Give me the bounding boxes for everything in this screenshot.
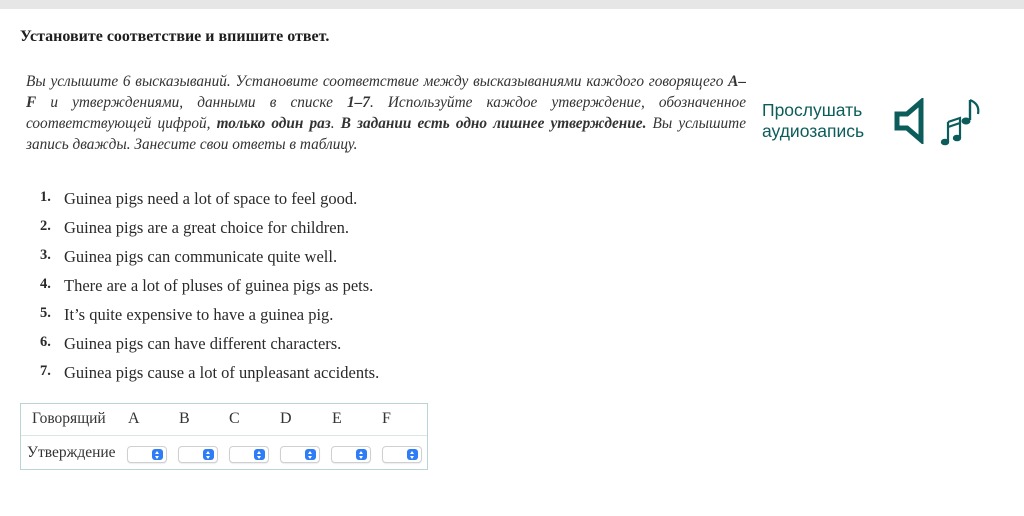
answer-table (20, 403, 428, 470)
instruction-part: В задании есть одно лишнее утверждение. (340, 115, 647, 132)
top-bar (0, 0, 1024, 9)
instruction-part: . Используйте каждое утверждение, обозначенное соответствующей цифрой, (26, 94, 746, 132)
statement-item (40, 333, 379, 362)
speaker-row-label: Говорящий (32, 410, 106, 427)
answer-select-c[interactable] (229, 446, 269, 463)
music-notes-icon (940, 96, 984, 146)
statement-number: 2. (40, 218, 51, 234)
statement-item (40, 217, 379, 246)
instruction-part: только один раз (216, 115, 331, 132)
statement-text: Guinea pigs cause a lot of unpleasant accidents. (64, 363, 380, 382)
select-arrows-icon (152, 449, 163, 460)
statement-number: 4. (40, 276, 51, 292)
task-instruction (26, 71, 746, 155)
speaker-letter: D (280, 410, 292, 427)
answer-select-e[interactable] (331, 446, 371, 463)
speaker-icon[interactable] (894, 98, 936, 144)
statement-list (40, 188, 379, 391)
instruction-part: и утверждениями, данными в списке (36, 94, 347, 111)
statement-item (40, 362, 379, 391)
answer-select-d[interactable] (280, 446, 320, 463)
statement-item (40, 304, 379, 333)
statement-text: It’s quite expensive to have a guinea pig. (64, 305, 334, 324)
play-audio-button[interactable] (762, 96, 984, 146)
select-arrows-icon (356, 449, 367, 460)
statement-item (40, 188, 379, 217)
answer-select-a[interactable] (127, 446, 167, 463)
speaker-letter: B (179, 410, 190, 427)
statement-text: Guinea pigs need a lot of space to feel good. (64, 189, 358, 208)
statement-row (21, 436, 427, 470)
select-arrows-icon (203, 449, 214, 460)
statement-text: Guinea pigs can communicate quite well. (64, 247, 338, 266)
statement-number: 1. (40, 189, 51, 205)
instruction-part: A–F (26, 73, 746, 111)
speaker-letter: A (128, 410, 140, 427)
instruction-part: 1–7 (347, 94, 370, 111)
statement-item (40, 275, 379, 304)
statement-text: Guinea pigs can have different characters. (64, 334, 342, 353)
select-arrows-icon (305, 449, 316, 460)
statement-number: 7. (40, 363, 51, 379)
speaker-letter: F (382, 410, 391, 427)
answer-select-b[interactable] (178, 446, 218, 463)
select-arrows-icon (407, 449, 418, 460)
instruction-part: . (330, 115, 341, 132)
select-arrows-icon (254, 449, 265, 460)
statement-text: Guinea pigs are a great choice for children. (64, 218, 349, 237)
statement-row-label: Утверждение (27, 444, 116, 461)
speaker-letter: E (332, 410, 342, 427)
statement-number: 6. (40, 334, 51, 350)
speaker-letter: C (229, 410, 240, 427)
statement-text: There are a lot of pluses of guinea pigs as pets. (64, 276, 374, 295)
instruction-part: Вы услышите запись дважды. Занесите свои ответы в таблицу. (26, 115, 746, 153)
statement-number: 5. (40, 305, 51, 321)
instruction-part: Вы услышите 6 высказываний. Установите соответствие между высказываниями каждого говорящего (26, 73, 729, 90)
answer-select-f[interactable] (382, 446, 422, 463)
statement-number: 3. (40, 247, 51, 263)
play-audio-label: Прослушать аудиозапись (762, 100, 865, 141)
task-title: Установите соответствие и впишите ответ. (20, 28, 330, 45)
statement-item (40, 246, 379, 275)
speaker-row (21, 404, 427, 436)
